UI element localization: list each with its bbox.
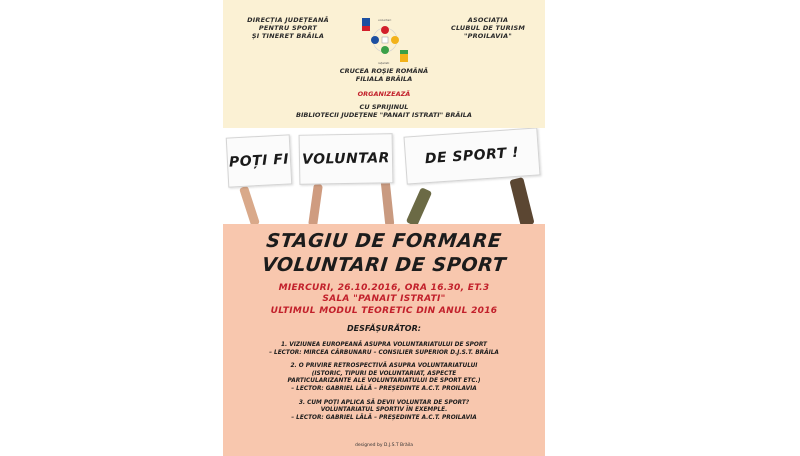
agenda-lecturer: – LECTOR: MIRCEA CĂRBUNARU – CONSILIER SUPERIOR D.J.S.T. BRĂILA [269,349,499,356]
agenda-item: 1. VIZIUNEA EUROPEANĂ ASUPRA VOLUNTARIATULUI DE SPORT – LECTOR: MIRCEA CĂRBUNARU – CONSILIER SUPERIOR D.J.S.T. BRĂILA [223,342,545,357]
agenda-lecturer: – LECTOR: GABRIEL LĂLĂ – PREȘEDINTE A.C.T. PROILAVIA [291,385,477,392]
protest-signs-photo [223,128,545,224]
organizes-label: ORGANIZEAZĂ [357,90,411,98]
sign-poti-fi: POȚI FI [226,134,293,187]
volunteer-puzzle-logo-icon [356,14,414,66]
event-venue: SALA "PANAIT ISTRATI" [322,294,446,304]
organizer-red-cross: CRUCEA ROȘIE ROMÂNĂ FILIALA BRĂILA [339,67,429,83]
poster-header [223,0,545,128]
agenda-item: 2. O PRIVIRE RETROSPECTIVĂ ASUPRA VOLUNTARIATULUI (ISTORIC, TIPURI DE VOLUNTARIAT, ASPECTE PARTICULARIZANTE ALE VOLUNTARIATULUI DE SPORT ETC.) – LECTOR: GABRIEL LĂLĂ – PREȘEDINTE A.C.T. PROILAVIA [223,363,545,393]
support-line: CU SPRIJINUL BIBLIOTECII JUDEȚENE "PANAIT ISTRATI" BRĂILA [296,103,472,119]
sign-voluntar: VOLUNTAR [299,133,394,185]
arm-far-right [509,177,534,224]
arm-middle-left [308,184,323,224]
svg-text:rețelisti: rețelisti [378,61,390,65]
agenda-list [223,342,545,422]
designer-credit: designed by D.J.S.T Brăila [354,443,413,448]
organizer-right: ASOCIAȚIA CLUBUL DE TURISM "PROILAVIA" [450,16,526,40]
event-note: ULTIMUL MODUL TEORETIC DIN ANUL 2016 [270,306,498,316]
arm-left [239,186,260,224]
arm-right-sleeve [406,187,432,224]
event-poster [223,0,545,456]
title-line-1: STAGIU DE FORMARE [265,230,503,252]
organizer-left: DIRECȚIA JUDEȚEANĂ PENTRU SPORT ȘI TINERET BRĂILA [247,16,329,40]
agenda-item: 3. CUM POȚI APLICA SĂ DEVII VOLUNTAR DE SPORT? VOLUNTARIATUL SPORTIV ÎN EXEMPLE. – LECTOR: GABRIEL LĂLĂ – PREȘEDINTE A.C.T. PROILAVIA [223,400,545,423]
event-date: MIERCURI, 26.10.2016, ORA 16.30, ET.3 [278,283,490,293]
agenda-lecturer: – LECTOR: GABRIEL LĂLĂ – PREȘEDINTE A.C.T. PROILAVIA [291,414,477,421]
agenda-heading: DESFĂȘURĂTOR: [347,324,421,333]
title-line-2: VOLUNTARI DE SPORT [260,254,508,276]
svg-text:voluntari: voluntari [378,18,392,22]
sign-de-sport: DE SPORT ! [403,128,540,185]
arm-middle [381,180,395,224]
poster-body [223,224,545,456]
